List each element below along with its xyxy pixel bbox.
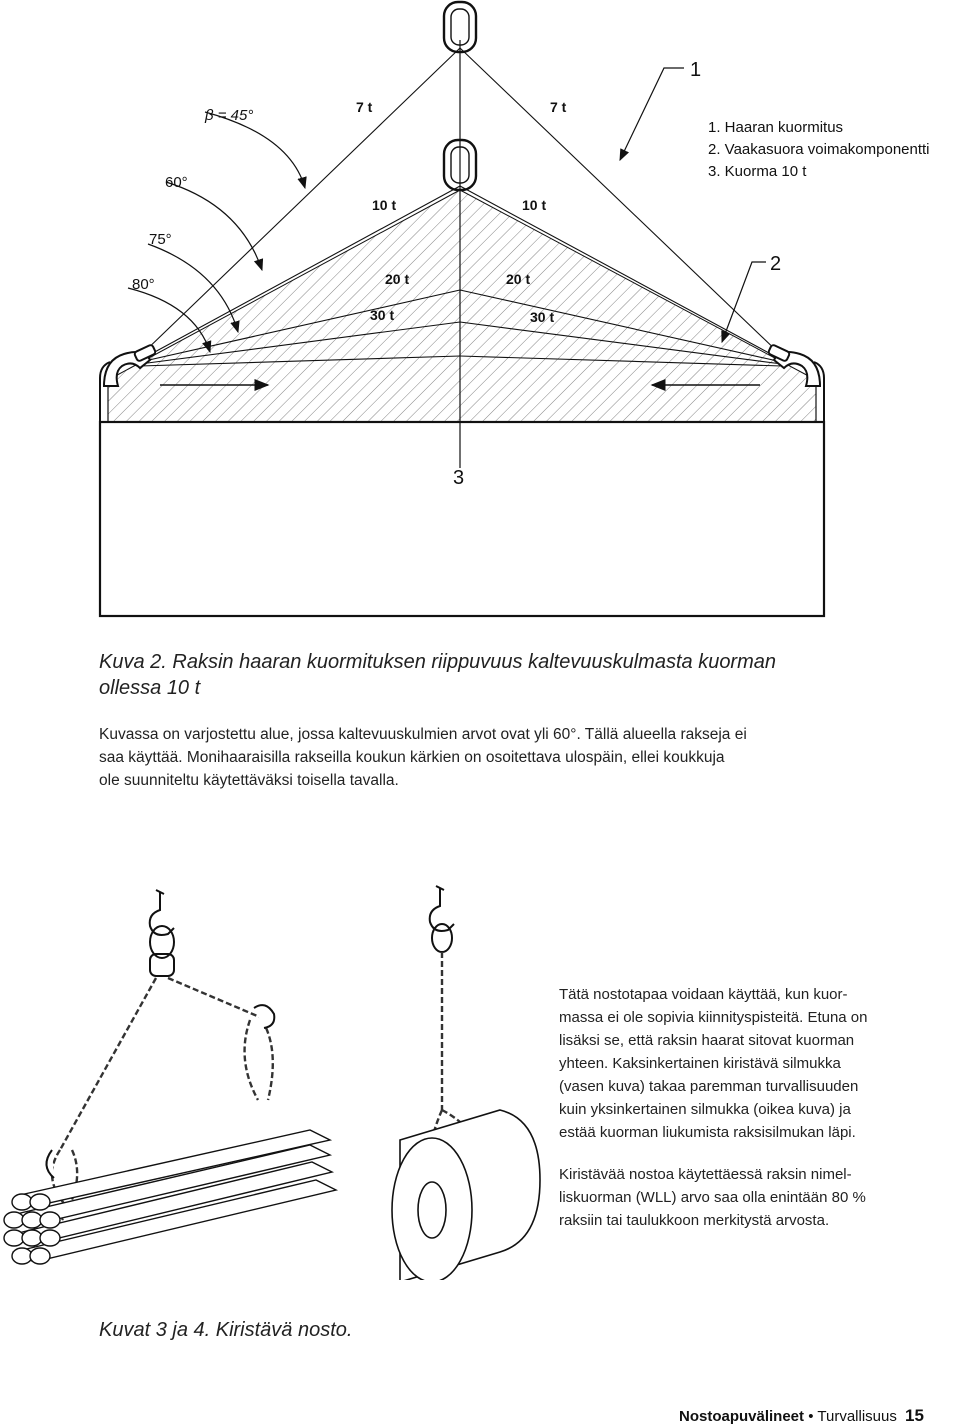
figure2-caption xyxy=(99,649,776,701)
load-label-right-30t: 30 t xyxy=(530,309,555,325)
side-line: (vasen kuva) takaa paremman turvallisuuden xyxy=(559,1078,859,1095)
side-line: massa ei ole sopivia kiinnityspisteitä. Etuna on xyxy=(559,1009,868,1026)
callout-3: 3 xyxy=(453,467,465,489)
side-line: raksiin tai taulukkoon merkitystä arvosta. xyxy=(559,1212,830,1229)
angle-label-75: 75° xyxy=(149,231,172,248)
side-line: liskuorman (WLL) arvo saa olla enintään 80 % xyxy=(559,1189,866,1206)
side-text-paragraph-2 xyxy=(559,1163,919,1232)
beta-label: β = 45° xyxy=(205,107,254,124)
legend-item: 3. Kuorma 10 t xyxy=(708,163,807,180)
load-box xyxy=(100,422,824,616)
legend-item: 1. Haaran kuormitus xyxy=(708,119,844,136)
load-label-left-20t: 20 t xyxy=(385,271,410,287)
callout-2: 2 xyxy=(770,253,782,275)
caption-line: ollessa 10 t xyxy=(99,677,201,699)
page-number: 15 xyxy=(905,1406,924,1425)
load-label-right-7t: 7 t xyxy=(550,99,567,115)
side-line: estää kuorman liukumista raksisilmukan läpi. xyxy=(559,1124,856,1141)
footer-bullet: • xyxy=(808,1408,814,1425)
caption-line: Kuva 2. Raksin haaran kuormituksen riippuvuus kaltevuuskulmasta kuorman xyxy=(99,651,777,673)
prohibited-zone xyxy=(108,190,816,422)
side-line: Kiristävää nostoa käytettäessä raksin nimel- xyxy=(559,1166,852,1183)
callout-1: 1 xyxy=(690,59,702,81)
side-text-paragraph-1 xyxy=(559,983,919,1144)
legend-item: 2. Vaakasuora voimakomponentti xyxy=(708,141,930,158)
side-line: yhteen. Kaksinkertainen kiristävä silmukka xyxy=(559,1055,841,1072)
angle-label-60: 60° xyxy=(165,174,188,191)
load-label-left-7t: 7 t xyxy=(356,99,373,115)
side-line: kuin yksinkertainen silmukka (oikea kuva) ja xyxy=(559,1101,851,1118)
body-paragraph xyxy=(99,723,747,792)
body-line: saa käyttää. Monihaaraisilla rakseilla koukun kärkien on osoitettava ulospäin, ellei koukkuja xyxy=(99,749,725,766)
load-label-left-10t: 10 t xyxy=(372,197,397,213)
page-footer xyxy=(679,1406,924,1426)
body-line: Kuvassa on varjostettu alue, jossa kaltevuuskulmien arvot ovat yli 60°. Tällä alueella rakseja ei xyxy=(99,726,747,743)
sling-angle-diagram xyxy=(0,0,960,640)
choke-hitch-coil-illustration xyxy=(370,880,560,1280)
figure-legend xyxy=(708,117,930,183)
angle-label-80: 80° xyxy=(132,276,155,293)
load-label-right-10t: 10 t xyxy=(522,197,547,213)
choke-hitch-bundle-illustration xyxy=(0,880,360,1280)
side-line: lisäksi se, että raksin haarat sitovat kuorman xyxy=(559,1032,855,1049)
footer-section: Nostoapuvälineet xyxy=(679,1408,805,1425)
load-label-right-20t: 20 t xyxy=(506,271,531,287)
footer-chapter: Turvallisuus xyxy=(817,1408,897,1425)
load-label-left-30t: 30 t xyxy=(370,307,395,323)
side-line: Tätä nostotapaa voidaan käyttää, kun kuor- xyxy=(559,986,848,1003)
figure34-caption: Kuvat 3 ja 4. Kiristävä nosto. xyxy=(99,1319,353,1341)
body-line: ole suunniteltu käytettäväksi toisella tavalla. xyxy=(99,772,399,789)
